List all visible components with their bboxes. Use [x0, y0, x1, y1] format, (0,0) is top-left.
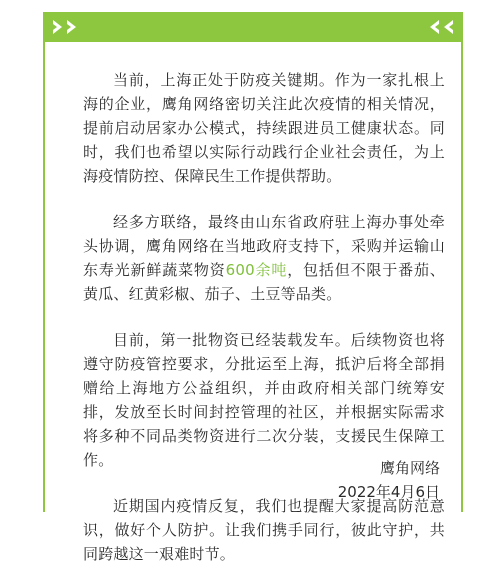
letter-body: [83, 60, 445, 588]
header-bar: [43, 12, 463, 42]
double-chevron-right-icon: [51, 12, 79, 42]
paragraph-situation: 当前，上海正处于防疫关键期。作为一家扎根上海的企业，鹰角网络密切关注此次疫情的相关情况，提前启动居家办公模式，持续跟进员工健康状态。同时，我们也希望以实际行动践行企业社会责任，为上海疫情防控、保障民生工作提供帮助。: [83, 71, 445, 185]
signature-company: 鹰角网络: [379, 459, 440, 477]
paragraph-shipment: 目前，第一批物资已经装载发车。后续物资也将遵守防疫管控要求，分批运至上海，抵沪后将全部捐赠给上海地方公益组织，并由政府相关部门统筹安排，发放至长时间封控管理的社区，并根据实际需求将多种不同品类物资进行二次分装，支援民生保障工作。: [83, 331, 445, 469]
paragraph-procurement-text: 经多方联络，最终由山东省政府驻上海办事处牵头协调，鹰角网络在当地政府支持下，采购并运输山东寿光新鲜蔬菜物资: [83, 213, 445, 279]
tonnage-highlight: 600余吨: [225, 261, 288, 279]
paragraph-procurement-tail: ，包括但不限于番茄、黄瓜、红黄彩椒、茄子、土豆等品类。: [83, 261, 445, 303]
paragraph-reminder: 近期国内疫情反复，我们也提醒大家提高防范意识，做好个人防护。让我们携手同行，彼此守护，共同跨越这一艰难时节。: [83, 497, 445, 563]
paragraph-procurement: [83, 210, 445, 306]
signature-date: 2022年4月6日: [337, 483, 440, 501]
signature-block: [338, 456, 440, 504]
double-chevron-left-icon: [427, 12, 455, 42]
